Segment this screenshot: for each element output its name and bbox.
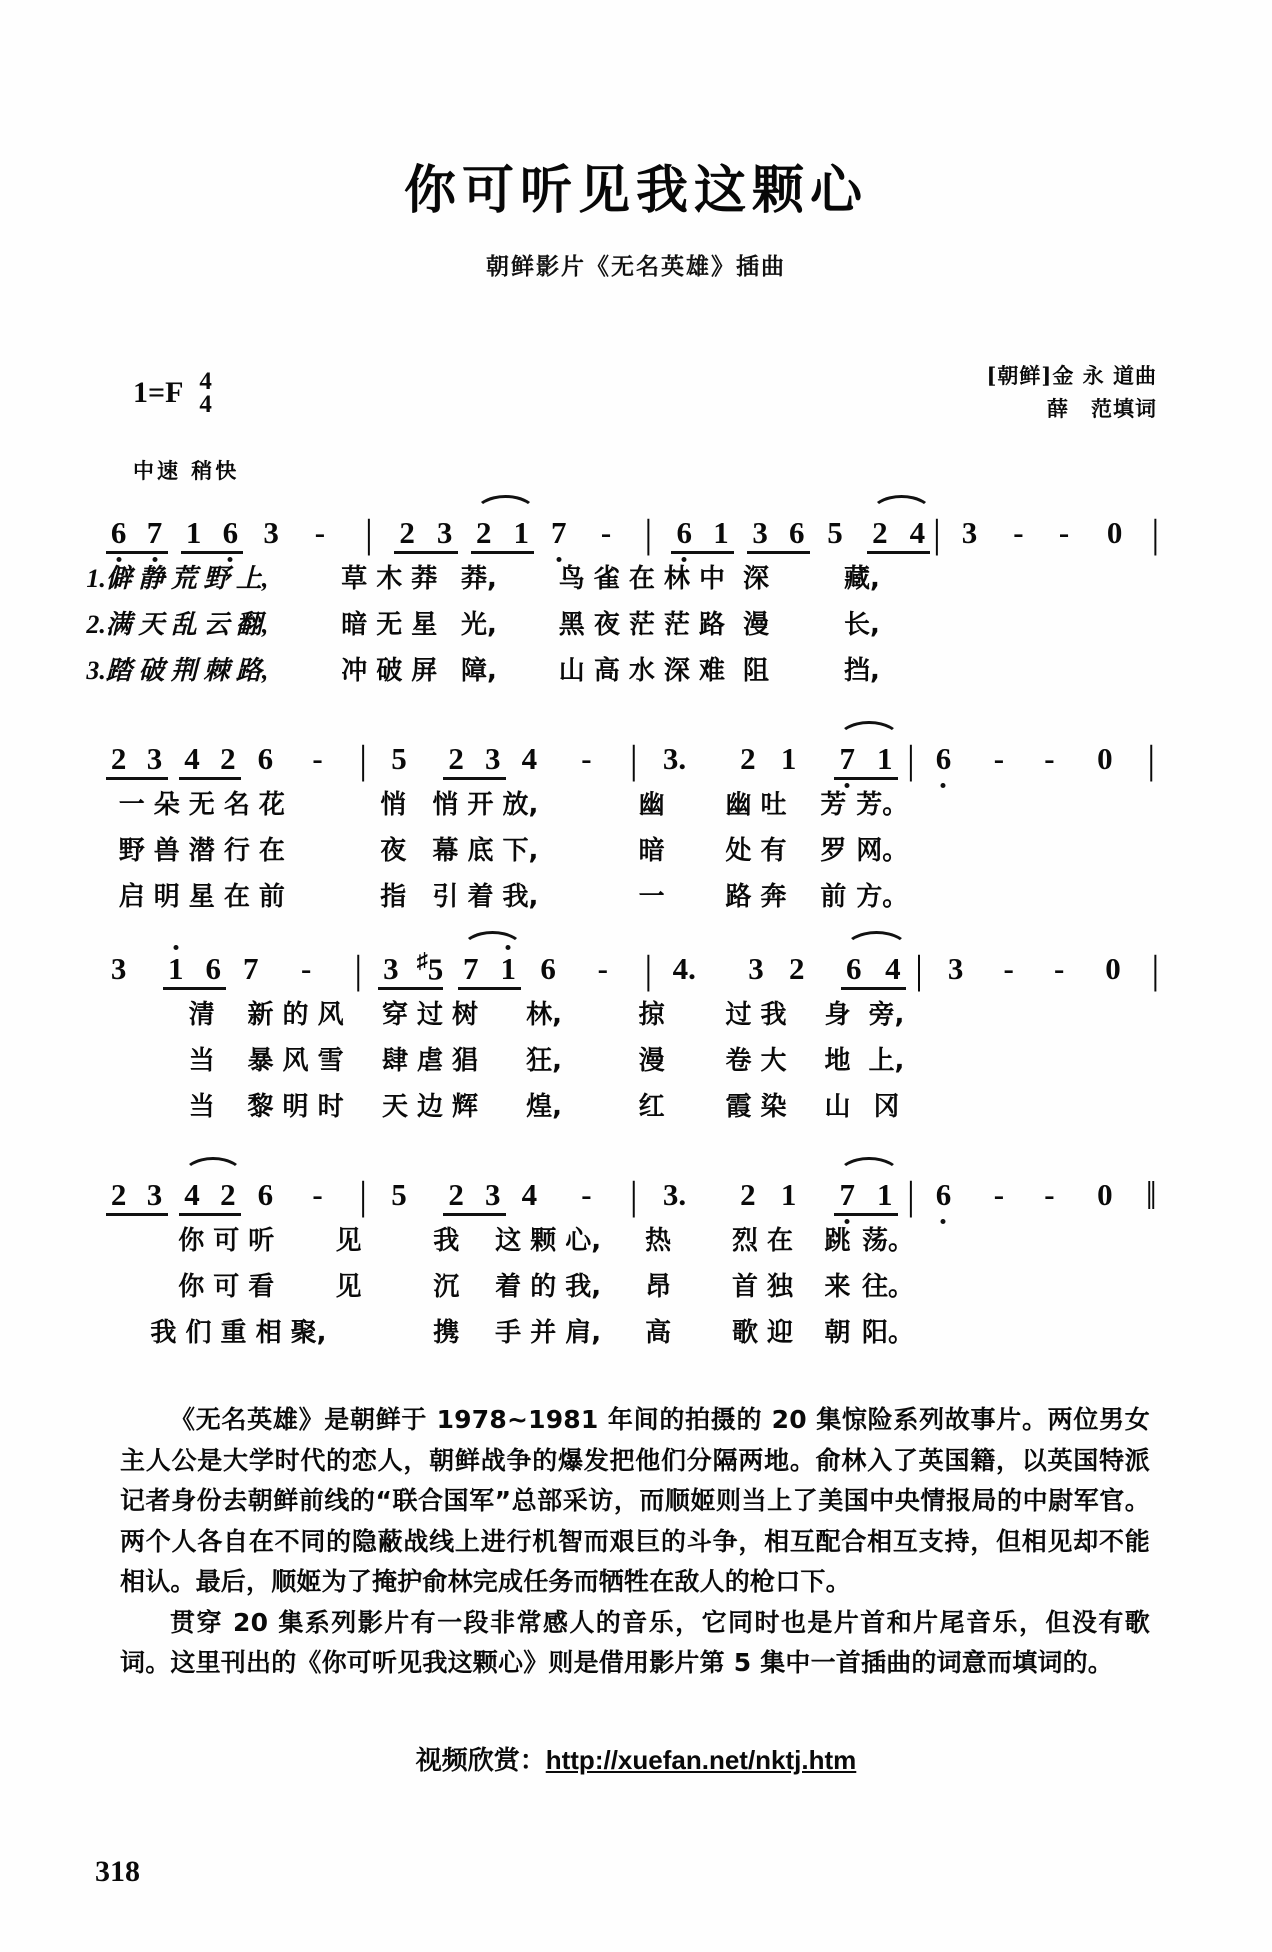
beam-line — [834, 1213, 897, 1216]
lyric-segment: 挡, — [843, 656, 880, 686]
lyric-segment: 幽 — [638, 790, 665, 820]
lyric-segment: 深 — [742, 564, 770, 594]
lyric-segment: 掠 — [638, 1000, 665, 1030]
duration-dash: - — [597, 951, 608, 986]
barline: | — [932, 511, 941, 556]
lyric-segment: 2.满 天 乱 云 翻, — [86, 610, 269, 639]
barline: | — [906, 1173, 915, 1218]
lyric-segment: 悄 — [380, 790, 407, 820]
lyric-segment: 鸟 雀 在 林 中 — [558, 564, 725, 594]
note-number: 3 — [436, 515, 453, 550]
beam-line — [747, 551, 810, 554]
lyric-segment: 清 — [188, 1000, 215, 1030]
rest-note: 0 — [1097, 741, 1113, 776]
lyric-segment: 高 — [645, 1318, 672, 1348]
barline: | — [644, 947, 653, 992]
beam-line — [671, 551, 734, 554]
lyric-segment: 来 — [824, 1272, 851, 1302]
slur-arc — [870, 495, 933, 514]
note-number: 6 — [935, 1177, 952, 1212]
lyric-segment: 漫 — [742, 610, 770, 640]
lyric-segment: 狂, — [526, 1046, 563, 1076]
lyric-segment: 芳。 — [856, 790, 909, 820]
lyric-segment: 你 可 听 — [178, 1226, 275, 1256]
duration-dash: - — [993, 1177, 1005, 1212]
duration-dash: - — [314, 515, 326, 550]
note-number: 7 — [463, 951, 479, 986]
note-number: 1 — [713, 515, 729, 550]
lyric-segment: 朝 — [824, 1318, 851, 1348]
lyric-segment: 沉 — [433, 1272, 460, 1302]
time-signature-numerator: 4 — [199, 368, 212, 395]
note-number: 3 — [752, 515, 768, 550]
lyric-segment: 煌, — [526, 1092, 563, 1122]
lyric-segment: 林, — [526, 1000, 563, 1030]
lyric-segment: 启 明 星 在 前 — [118, 882, 285, 912]
note-number: 6 — [257, 741, 274, 776]
rest-note: 0 — [1105, 951, 1121, 986]
duration-dash: - — [1044, 1177, 1055, 1212]
video-link-label: 视频欣赏： — [415, 1746, 546, 1776]
page-subtitle: 朝鲜影片《无名英雄》插曲 — [486, 253, 786, 280]
lyric-segment: 首 独 — [731, 1272, 794, 1302]
lyric-segment: 一 朵 无 名 花 — [118, 790, 285, 820]
lyrics-block — [104, 1220, 1168, 1358]
note-number: 6 — [205, 951, 221, 986]
duration-dash: - — [581, 741, 592, 776]
note-number: 1 — [500, 951, 516, 986]
lyric-segment: 方。 — [856, 882, 909, 912]
lyric-segment: 手 并 肩, — [495, 1318, 602, 1348]
lyric-segment: 这 颗 心, — [495, 1226, 602, 1256]
lyric-segment: 夜 — [380, 836, 407, 866]
note-number: 6 — [846, 951, 862, 986]
note-number: 6 — [110, 515, 127, 550]
note-number: 2 — [448, 1177, 464, 1212]
lyric-segment: 暴 风 雪 — [247, 1046, 344, 1076]
note-number: 3 — [748, 951, 764, 986]
lyric-segment: 当 — [188, 1046, 215, 1076]
notation-row — [104, 722, 1168, 784]
duration-dash: - — [312, 741, 323, 776]
lyric-segment: 一 — [638, 882, 665, 912]
note-number: 3 — [485, 1177, 501, 1212]
page-title: 你可听见我这颗心 — [403, 160, 868, 221]
note-number: 2 — [110, 741, 127, 776]
music-system — [104, 722, 1168, 922]
lyric-segment: 3.踏 破 荆 棘 路, — [86, 656, 269, 685]
lyric-segment: 烈 在 — [731, 1226, 794, 1256]
lyric-segment: 肆 虐 猖 — [381, 1046, 479, 1076]
page-number: 318 — [95, 1855, 140, 1888]
lyric-segment: 冲 破 屏 — [341, 656, 438, 686]
note-number: 1 — [780, 1177, 797, 1212]
slur-arc — [844, 931, 909, 950]
lyric-segment: 我 们 重 相 聚, — [150, 1318, 327, 1348]
lyric-segment: 光, — [460, 610, 497, 640]
lyric-segment: 长, — [843, 610, 880, 640]
slur-arc — [837, 1157, 900, 1176]
note-number: 2 — [740, 741, 756, 776]
lyrics-block — [86, 558, 1168, 696]
note-number: 6 — [222, 515, 239, 550]
lyric-line — [104, 1086, 1168, 1132]
lyric-segment: 荡。 — [862, 1226, 915, 1256]
lyric-line — [86, 558, 1168, 604]
slur-arc — [837, 721, 900, 740]
note-number: 6 — [789, 515, 805, 550]
key-label: 1=F — [133, 376, 184, 409]
slur-arc — [182, 1157, 244, 1176]
program-notes — [120, 1400, 1150, 1684]
tempo-marking: 中速 稍快 — [133, 458, 240, 483]
lyric-segment: 障, — [460, 656, 497, 686]
note-number: 3 — [146, 741, 163, 776]
note-number: 1 — [513, 515, 530, 550]
beam-line — [106, 1213, 168, 1216]
note-number: 1 — [185, 515, 202, 550]
lyric-segment: 路 奔 — [725, 882, 787, 912]
lyric-segment: 暗 — [638, 836, 665, 866]
lyric-segment: 昂 — [645, 1272, 672, 1302]
lyric-segment: 见 — [335, 1272, 362, 1302]
lyric-segment: 草 木 莽 — [341, 564, 438, 594]
duration-dash: - — [993, 741, 1005, 776]
note-number: 6 — [257, 1177, 274, 1212]
note-number: 2 — [399, 515, 415, 550]
note-number: 5 — [391, 1177, 407, 1212]
composer-credit: [朝鲜]金 永 道曲 — [986, 363, 1157, 388]
beam-line — [179, 777, 241, 780]
lyric-segment: 罗 — [820, 836, 847, 866]
lyric-segment: 黑 夜 茫 茫 路 — [558, 610, 725, 640]
barline: | — [906, 737, 915, 782]
note-number: 4 — [909, 515, 926, 550]
lyric-segment: 莽, — [460, 564, 497, 594]
lyric-segment: 天 边 辉 — [381, 1092, 479, 1122]
barline: | — [359, 1173, 368, 1218]
lyric-segment: 卷 大 — [725, 1046, 787, 1076]
lyric-segment: 芳 — [820, 790, 847, 820]
barline: | — [364, 511, 373, 556]
beam-line — [378, 987, 443, 990]
lyric-segment: 地 — [824, 1046, 851, 1076]
barline: | — [644, 511, 653, 556]
duration-dash: - — [312, 1177, 323, 1212]
lyric-segment: 幽 吐 — [725, 790, 787, 820]
note-number: 5 — [827, 515, 843, 550]
lyric-segment: 新 的 风 — [247, 1000, 344, 1030]
note-number: 3 — [110, 951, 127, 986]
lyric-line — [104, 1266, 1168, 1312]
lyric-segment: 指 — [380, 882, 407, 912]
lyric-segment: 山 高 水 深 难 — [558, 656, 725, 686]
lyric-segment: 1.僻 静 荒 野 上, — [86, 564, 269, 593]
note-number: 4 — [521, 741, 538, 776]
lyric-line — [104, 1040, 1168, 1086]
lyrics-block — [104, 784, 1168, 922]
lyric-line — [104, 876, 1168, 922]
barline: | — [1147, 737, 1156, 782]
lyric-line — [104, 830, 1168, 876]
lyric-line — [104, 1220, 1168, 1266]
lyric-segment: 处 有 — [725, 836, 787, 866]
duration-dash: - — [300, 951, 312, 986]
lyric-segment: 穿 过 树 — [381, 1000, 479, 1030]
barline: | — [359, 737, 368, 782]
lyric-segment: 旁, — [868, 1000, 905, 1030]
lyric-segment: 漫 — [638, 1046, 665, 1076]
key-signature — [133, 370, 212, 416]
lyric-segment: 阻 — [742, 656, 770, 686]
lyric-line — [104, 1312, 1168, 1358]
lyric-segment: 往。 — [862, 1272, 915, 1302]
note-number: 3 — [961, 515, 978, 550]
note-number: 4 — [885, 951, 901, 986]
lyric-segment: 上, — [868, 1046, 905, 1076]
lyric-segment: 携 — [433, 1318, 460, 1348]
beam-line — [394, 551, 457, 554]
beam-line — [867, 551, 930, 554]
duration-dash: - — [1044, 741, 1055, 776]
barline: | — [629, 1173, 638, 1218]
lyric-segment: 跳 — [824, 1226, 851, 1256]
beam-line — [443, 777, 506, 780]
video-link-line — [0, 1740, 1272, 1777]
time-signature — [199, 370, 212, 416]
slur-arc — [474, 495, 537, 514]
note-number: 7 — [839, 741, 856, 776]
music-system — [104, 1158, 1168, 1358]
note-number: 1 — [780, 741, 797, 776]
note-number: 7 — [551, 515, 567, 550]
duration-dash: - — [1003, 951, 1014, 986]
note-number: 7 — [146, 515, 163, 550]
lyric-segment: 见 — [335, 1226, 362, 1256]
lyric-segment: 冈 — [873, 1092, 900, 1122]
beam-line — [163, 987, 226, 990]
lyric-segment: 当 — [188, 1092, 215, 1122]
slur-arc — [461, 931, 524, 950]
lyric-line — [104, 994, 1168, 1040]
note-number: ♯5 — [416, 947, 444, 986]
note-number: 3 — [383, 951, 399, 986]
lyric-line — [86, 604, 1168, 650]
lyric-segment: 野 兽 潜 行 在 — [118, 836, 285, 866]
note-number: 2 — [448, 741, 464, 776]
lyric-segment: 幕 底 下, — [432, 836, 539, 866]
note-number: 1 — [877, 1177, 893, 1212]
music-system — [104, 932, 1168, 1132]
rest-note: 0 — [1106, 515, 1123, 550]
note-number: 7 — [839, 1177, 856, 1212]
lyric-line — [104, 784, 1168, 830]
lyric-segment: 阳。 — [862, 1318, 915, 1348]
barline: | — [629, 737, 638, 782]
lyric-segment: 过 我 — [725, 1000, 787, 1030]
lyric-segment: 我 — [433, 1226, 460, 1256]
note-number: 4 — [184, 1177, 200, 1212]
note-number: 4. — [672, 951, 696, 986]
beam-line — [179, 1213, 241, 1216]
note-number: 3. — [662, 1177, 687, 1212]
sharp-icon: ♯ — [416, 947, 428, 973]
note-number: 6 — [676, 515, 693, 550]
lyric-segment: 黎 明 时 — [247, 1092, 344, 1122]
notation-row — [104, 496, 1168, 558]
lyric-line — [86, 650, 1168, 696]
note-number: 2 — [476, 515, 492, 550]
notation-row — [104, 932, 1168, 994]
credits — [987, 360, 1158, 425]
note-number: 2 — [872, 515, 888, 550]
duration-dash: - — [1058, 515, 1070, 550]
barline: | — [1151, 511, 1160, 556]
lyric-segment: 前 — [820, 882, 847, 912]
note-number: 4 — [521, 1177, 538, 1212]
note-number: 7 — [242, 951, 259, 986]
notation-row — [104, 1158, 1168, 1220]
beam-line — [106, 551, 168, 554]
beam-line — [181, 551, 244, 554]
duration-dash: - — [581, 1177, 592, 1212]
beam-line — [841, 987, 906, 990]
music-system — [86, 496, 1168, 696]
lyric-segment: 网。 — [856, 836, 909, 866]
lyric-segment: 着 的 我, — [495, 1272, 602, 1302]
note-number: 3 — [485, 741, 501, 776]
lyrics-block — [104, 994, 1168, 1132]
note-number: 3 — [146, 1177, 163, 1212]
note-number: 4 — [184, 741, 200, 776]
lyricist-credit: 薛 范填词 — [1047, 395, 1157, 421]
lyric-segment: 霞 染 — [725, 1092, 787, 1122]
beam-line — [443, 1213, 506, 1216]
lyric-segment: 歌 迎 — [731, 1318, 794, 1348]
lyric-segment: 你 可 看 — [178, 1272, 275, 1302]
barline: | — [1151, 947, 1160, 992]
duration-dash: - — [600, 515, 612, 550]
lyric-segment: 身 — [824, 1000, 851, 1030]
note-number: 2 — [220, 741, 236, 776]
lyric-segment: 暗 无 星 — [341, 610, 438, 640]
video-link-url[interactable]: http://xuefan.net/nktj.htm — [545, 1745, 857, 1775]
note-number: 3 — [947, 951, 964, 986]
note-number: 2 — [740, 1177, 756, 1212]
octave-dot-high — [173, 945, 178, 950]
program-notes-paragraph-2: 贯穿 20 集系列影片有一段非常感人的音乐，它同时也是片首和片尾音乐，但没有歌词。这里刊出的《你可听见我这颗心》则是借用影片第 5 集中一首插曲的词意而填词的。 — [120, 1607, 1150, 1677]
note-number: 1 — [167, 951, 184, 986]
note-number: 2 — [789, 951, 805, 986]
lyric-segment: 引 着 我, — [432, 882, 539, 912]
lyric-segment: 悄 开 放, — [432, 790, 539, 820]
duration-dash: - — [1054, 951, 1065, 986]
beam-line — [834, 777, 897, 780]
beam-line — [106, 777, 168, 780]
note-number: 3. — [662, 741, 687, 776]
program-notes-paragraph-1: 《无名英雄》是朝鲜于 1978~1981 年间的拍摄的 20 集惊险系列故事片。两位男女主人公是大学时代的恋人，朝鲜战争的爆发把他们分隔两地。俞林入了英国籍，以英国特派记者身份去朝鲜前线的“联合国军”总部采访，而顺姬则当上了美国中央情报局的中尉军官。两个人各自在不同的隐蔽战线上进行机智而艰巨的斗争，相互配合相互支持，但相见却不能相认。最后，顺姬为了掩护俞林完成任务而牺牲在敌人的枪口下。 — [120, 1405, 1150, 1596]
note-number: 2 — [110, 1177, 127, 1212]
note-number: 1 — [877, 741, 893, 776]
duration-dash: - — [1013, 515, 1024, 550]
barline: | — [354, 947, 363, 992]
lyric-segment: 山 — [824, 1092, 851, 1122]
beam-line — [458, 987, 521, 990]
time-signature-denominator: 4 — [199, 391, 212, 418]
note-number: 6 — [935, 741, 952, 776]
final-barline: ‖ — [1145, 1173, 1157, 1218]
lyric-segment: 红 — [638, 1092, 665, 1122]
note-number: 3 — [263, 515, 279, 550]
note-number: 2 — [220, 1177, 236, 1212]
note-number: 5 — [391, 741, 407, 776]
rest-note: 0 — [1097, 1177, 1113, 1212]
lyric-segment: 藏, — [843, 564, 880, 594]
barline: | — [914, 947, 924, 992]
beam-line — [471, 551, 534, 554]
lyric-segment: 热 — [645, 1226, 672, 1256]
note-number: 6 — [540, 951, 556, 986]
